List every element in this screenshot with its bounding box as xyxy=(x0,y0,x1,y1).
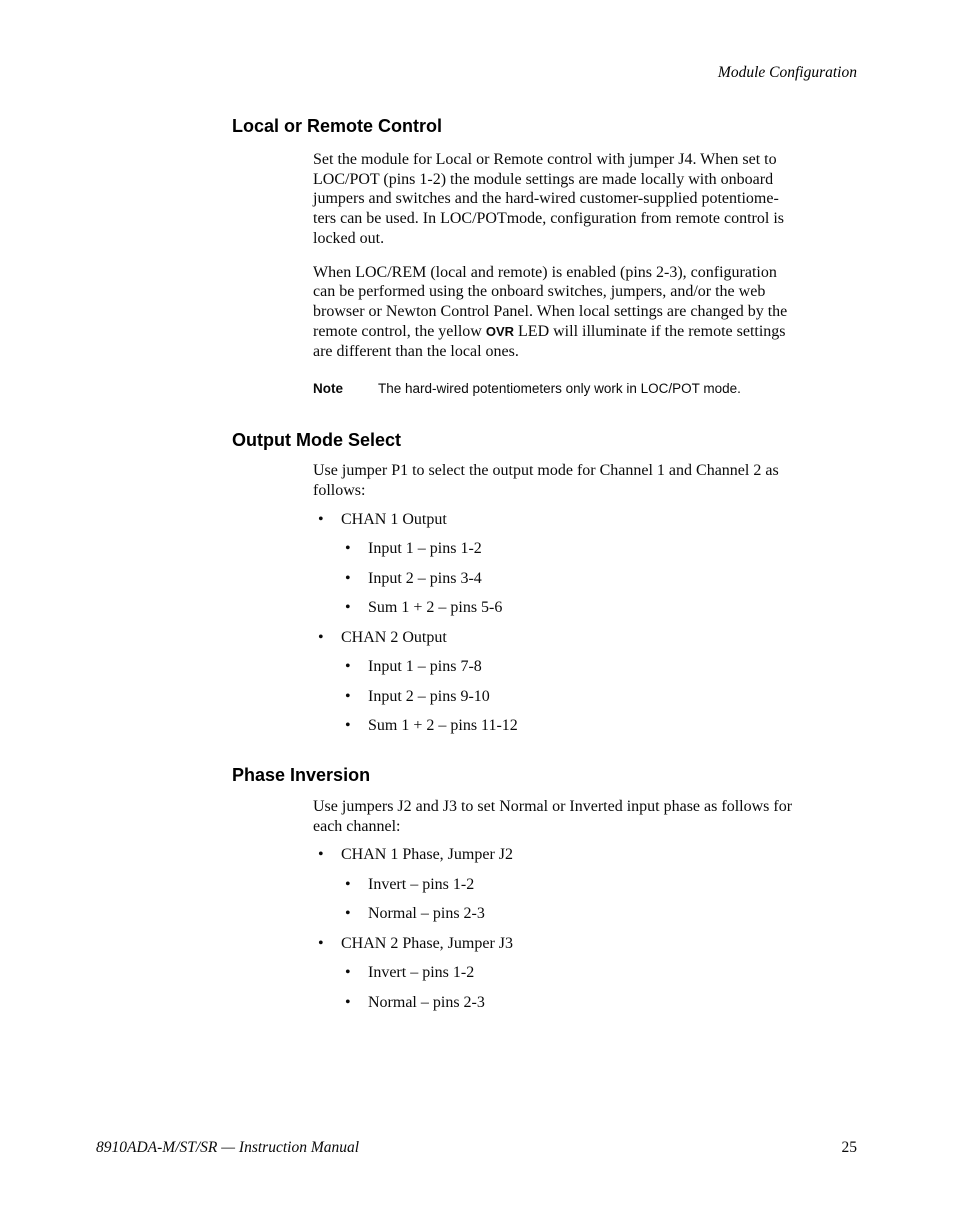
bullet-icon: • xyxy=(318,846,324,864)
paragraph-line xyxy=(313,322,858,342)
bullet-icon: • xyxy=(345,964,351,982)
paragraph-line: ters can be used. In LOC/POTmode, configuration from remote control is xyxy=(313,210,784,228)
list-item xyxy=(313,569,858,589)
paragraph-line: browser or Newton Control Panel. When local settings are changed by the xyxy=(313,303,788,321)
paragraph-line: each channel: xyxy=(313,817,401,835)
list-item-label: Normal – pins 2-3 xyxy=(368,993,485,1011)
note-text: The hard-wired potentiometers only work in LOC/POT mode. xyxy=(378,380,741,396)
footer-document-title: 8910ADA-M/ST/SR — Instruction Manual xyxy=(96,1139,360,1156)
list-item xyxy=(313,934,858,954)
text-run: remote control, the yellow xyxy=(313,323,486,341)
list-item-label: Invert – pins 1-2 xyxy=(368,875,475,893)
list-item-label: Sum 1 + 2 – pins 11-12 xyxy=(368,717,518,735)
bullet-icon: • xyxy=(345,905,351,923)
bullet-icon: • xyxy=(345,569,351,587)
paragraph-line: LOC/POT (pins 1-2) the module settings are made locally with onboard xyxy=(313,170,774,188)
note xyxy=(313,381,858,397)
list-item xyxy=(313,875,858,895)
output-mode-list xyxy=(0,510,954,736)
bullet-icon: • xyxy=(318,628,324,646)
paragraph-line: locked out. xyxy=(313,229,385,247)
bullet-icon: • xyxy=(318,934,324,952)
running-header: Module Configuration xyxy=(717,64,857,81)
paragraph xyxy=(313,797,858,837)
section-heading-output-mode-select: Output Mode Select xyxy=(232,429,402,450)
ovr-led-label: OVR xyxy=(485,324,515,340)
list-item xyxy=(313,687,858,707)
list-item-label: Input 2 – pins 9-10 xyxy=(368,687,490,705)
list-item xyxy=(313,716,858,736)
list-item-label: CHAN 2 Phase, Jumper J3 xyxy=(341,934,513,952)
paragraph xyxy=(313,461,858,501)
paragraph-line: can be performed using the onboard switches, jumpers, and/or the web xyxy=(313,283,766,301)
bullet-icon: • xyxy=(345,687,351,705)
bullet-icon: • xyxy=(345,875,351,893)
bullet-icon: • xyxy=(345,599,351,617)
list-item xyxy=(313,510,858,530)
list-item-label: Input 1 – pins 7-8 xyxy=(368,658,482,676)
paragraph-line: When LOC/REM (local and remote) is enabled (pins 2-3), configuration xyxy=(313,263,777,281)
list-item-label: Input 2 – pins 3-4 xyxy=(368,569,482,587)
list-item-label: CHAN 2 Output xyxy=(341,628,447,646)
paragraph-line: follows: xyxy=(313,482,366,500)
bullet-icon: • xyxy=(345,658,351,676)
list-item xyxy=(313,539,858,559)
paragraph-line: Set the module for Local or Remote control with jumper J4. When set to xyxy=(313,150,777,168)
list-item xyxy=(313,904,858,924)
paragraph-line: Use jumper P1 to select the output mode for Channel 1 and Channel 2 as xyxy=(313,462,779,480)
list-item xyxy=(313,845,858,865)
list-item xyxy=(313,993,858,1013)
list-item xyxy=(313,657,858,677)
paragraph xyxy=(313,263,858,362)
list-item-label: CHAN 1 Phase, Jumper J2 xyxy=(341,846,513,864)
paragraph xyxy=(313,150,858,249)
section-heading-local-or-remote-control: Local or Remote Control xyxy=(232,116,443,136)
list-item xyxy=(313,628,858,648)
paragraph-line: jumpers and switches and the hard-wired customer-supplied potentiome- xyxy=(313,190,779,208)
paragraph-line: Use jumpers J2 and J3 to set Normal or Inverted input phase as follows for xyxy=(313,797,793,815)
list-item-label: CHAN 1 Output xyxy=(341,510,447,528)
paragraph-line: are different than the local ones. xyxy=(313,342,519,360)
phase-inversion-list xyxy=(0,845,954,1012)
note-label: Note xyxy=(313,380,343,396)
footer-page-number: 25 xyxy=(841,1139,857,1156)
bullet-icon: • xyxy=(345,540,351,558)
list-item xyxy=(313,963,858,983)
section-heading-phase-inversion: Phase Inversion xyxy=(232,765,371,786)
list-item-label: Normal – pins 2-3 xyxy=(368,905,485,923)
list-item-label: Sum 1 + 2 – pins 5-6 xyxy=(368,599,503,617)
bullet-icon: • xyxy=(345,717,351,735)
list-item-label: Invert – pins 1-2 xyxy=(368,964,475,982)
list-item xyxy=(313,598,858,618)
bullet-icon: • xyxy=(318,510,324,528)
bullet-icon: • xyxy=(345,993,351,1011)
text-run: LED will illuminate if the remote settings xyxy=(514,323,786,341)
list-item-label: Input 1 – pins 1-2 xyxy=(368,540,482,558)
